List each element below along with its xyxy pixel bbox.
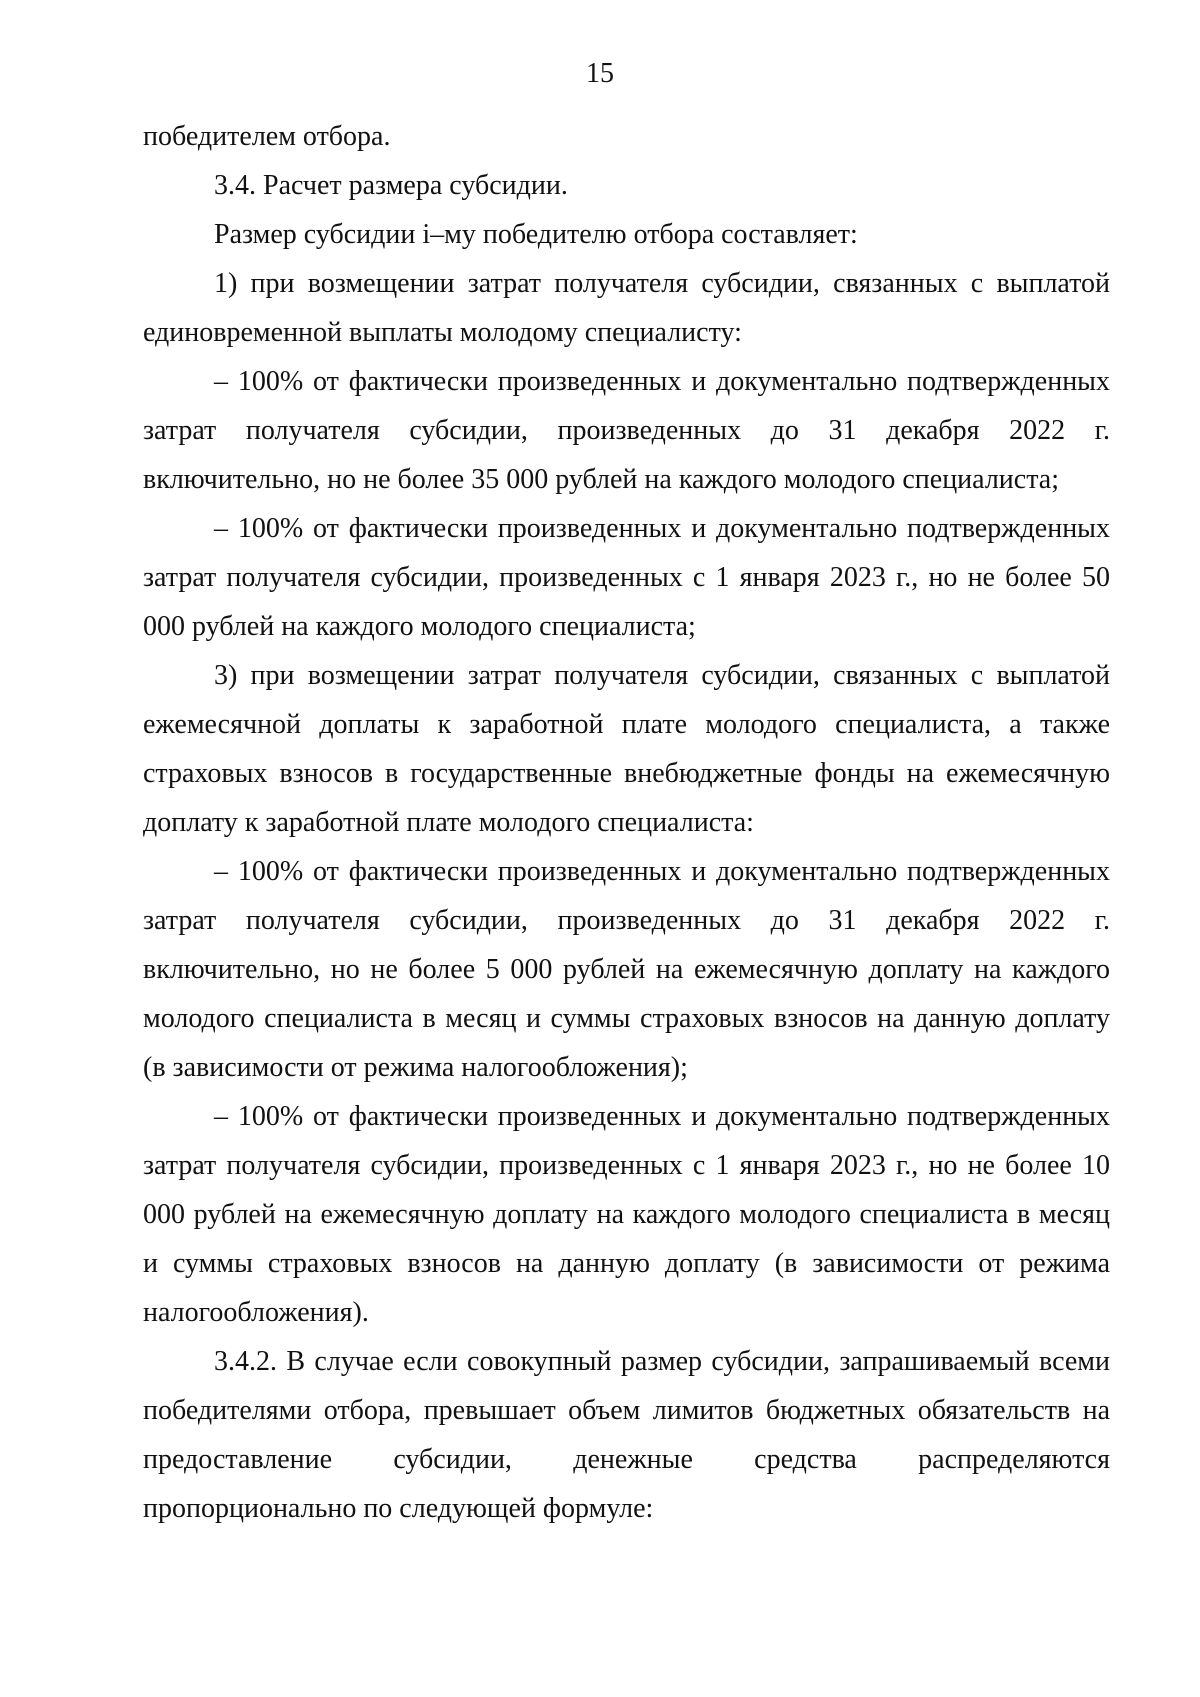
- dash-item-1a: – 100% от фактически произведенных и документально подтвержденных затрат получателя субсидии, произведенных до 31 декабря 2022 г. включительно, но не более 35 000 рублей на каждого молодого специалиста;: [143, 366, 1110, 495]
- section-paragraph-3-4-2: 3.4.2. В случае если совокупный размер субсидии, запрашиваемый всеми победителями отбора, превышает объем лимитов бюджетных обязательств на предоставление субсидии, денежные средства распределяются пропорционально по следующей формуле:: [143, 1346, 1110, 1524]
- page-number: 15: [586, 58, 614, 89]
- paragraph-continuation: победителем отбора.: [143, 121, 391, 152]
- paragraph-subsidy-amount-intro: Размер субсидии i–му победителю отбора составляет:: [214, 219, 858, 250]
- dash-item-1b: – 100% от фактически произведенных и документально подтвержденных затрат получателя субсидии, произведенных с 1 января 2023 г., но не более 50 000 рублей на каждого молодого специалиста;: [143, 513, 1110, 642]
- section-heading-3-4: 3.4. Расчет размера субсидии.: [214, 170, 568, 201]
- dash-item-3a: – 100% от фактически произведенных и документально подтвержденных затрат получателя субсидии, произведенных до 31 декабря 2022 г. включительно, но не более 5 000 рублей на ежемесячную доплату на каждого молодого специалиста в месяц и суммы страховых взносов на данную доплату (в зависимости от режима налогообложения);: [143, 856, 1110, 1083]
- list-item-1: 1) при возмещении затрат получателя субсидии, связанных с выплатой единовременной выплаты молодому специалисту:: [143, 268, 1110, 348]
- document-body: [143, 112, 1110, 1533]
- list-item-3: 3) при возмещении затрат получателя субсидии, связанных с выплатой ежемесячной доплаты к заработной плате молодого специалиста, а также страховых взносов в государственные внебюджетные фонды на ежемесячную доплату к заработной плате молодого специалиста:: [143, 660, 1110, 838]
- dash-item-3b: – 100% от фактически произведенных и документально подтвержденных затрат получателя субсидии, произведенных с 1 января 2023 г., но не более 10 000 рублей на ежемесячную доплату на каждого молодого специалиста в месяц и суммы страховых взносов на данную доплату (в зависимости от режима налогообложения).: [143, 1101, 1110, 1328]
